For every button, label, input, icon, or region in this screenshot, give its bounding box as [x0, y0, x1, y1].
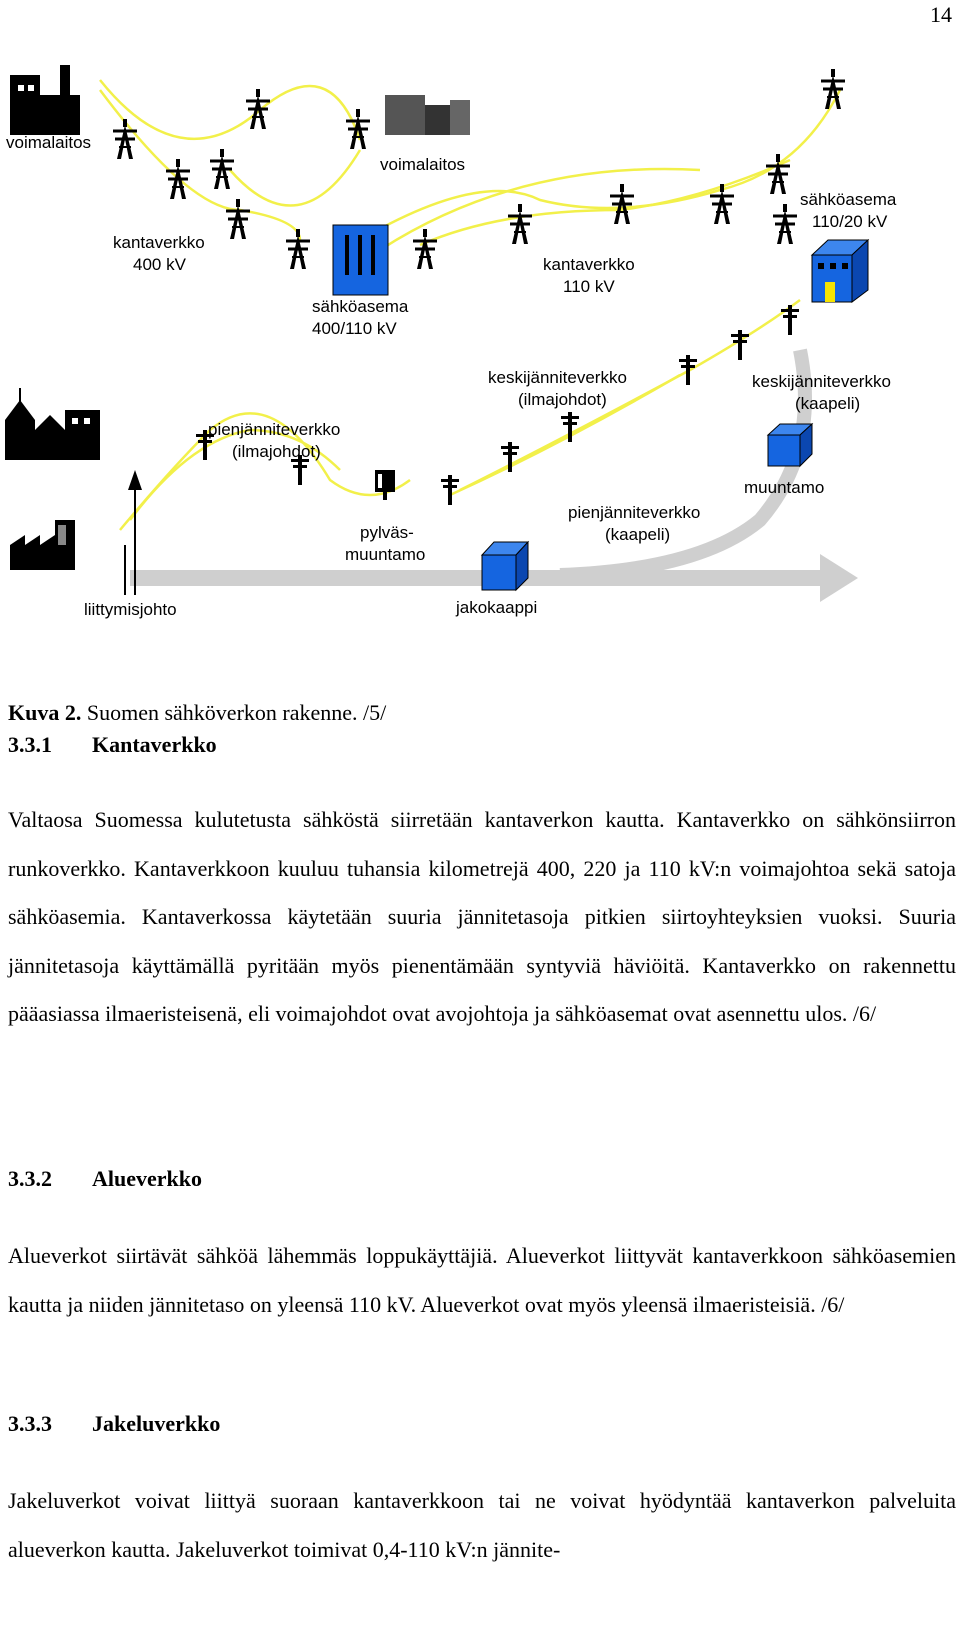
label-muuntamo: muuntamo: [744, 478, 825, 497]
caption-text: Suomen sähköverkon rakenne. /5/: [81, 700, 387, 725]
section-title: Jakeluverkko: [92, 1411, 221, 1436]
caption-label: Kuva 2.: [8, 700, 82, 725]
voimalaitos-left-icon: [10, 65, 80, 135]
section-number: 3.3.2: [8, 1166, 52, 1191]
line-400kv: [100, 80, 360, 140]
label-sahkoasema-400-2: 400/110 kV: [312, 319, 397, 338]
section-heading-jakeluverkko: [8, 1411, 220, 1437]
label-kantaverkko-110-2: 110 kV: [563, 277, 615, 296]
label-pylvas-1: pylväs-: [360, 523, 414, 542]
section-number: 3.3.1: [8, 732, 52, 757]
pylvasmuuntamo-icon: [375, 470, 395, 492]
paragraph-jakeluverkko: Jakeluverkot voivat liittyä suoraan kantaverkkoon tai ne voivat hyödyntää kantaverkon palveluita alueverkon kautta. Jakeluverkot toimivat 0,4-110 kV:n jännite-: [8, 1488, 956, 1562]
factory-icon: [10, 520, 75, 570]
label-sahkoasema-110-1: sähköasema: [800, 190, 897, 209]
label-kantaverkko-110-1: kantaverkko: [543, 255, 635, 274]
power-grid-figure: [0, 50, 960, 650]
paragraph-alueverkko: Alueverkot siirtävät sähköä lähemmäs loppukäyttäjiä. Alueverkot liittyvät kantaverkkoon sähköasemien kautta ja niiden jännitetaso on yleensä 110 kV. Alueverkot ovat myös yleensä ilmaeristeisiä. /6/: [8, 1243, 956, 1317]
label-pien-ilma-2: (ilmajohdot): [232, 442, 321, 461]
section-heading-kantaverkko: [8, 732, 217, 758]
label-keski-kaapeli-1: keskijänniteverkko: [752, 372, 891, 391]
label-kantaverkko-400-1: kantaverkko: [113, 233, 205, 252]
voimalaitos-mid-icon: [385, 95, 470, 135]
label-sahkoasema-400-1: sähköasema: [312, 297, 409, 316]
label-pien-ilma-1: pienjänniteverkko: [208, 420, 341, 439]
label-pien-kaapeli-2: (kaapeli): [605, 525, 671, 544]
section-title: Kantaverkko: [92, 732, 217, 757]
label-pylvas-2: muuntamo: [345, 545, 426, 564]
town-icon: [5, 388, 100, 460]
page-number: 14: [930, 2, 952, 27]
label-keski-ilma-1: keskijänniteverkko: [488, 368, 627, 387]
label-kantaverkko-400-2: 400 kV: [133, 255, 186, 274]
jakokaappi-icon: [482, 542, 528, 590]
label-liittymisjohto: liittymisjohto: [84, 600, 177, 619]
label-keski-kaapeli-2: (kaapeli): [795, 394, 861, 413]
section-title: Alueverkko: [92, 1166, 202, 1191]
section-number: 3.3.3: [8, 1411, 52, 1436]
label-jakokaappi: jakokaappi: [456, 598, 538, 617]
label-keski-ilma-2: (ilmajohdot): [518, 390, 607, 409]
sahkoasema-110-icon: [812, 240, 868, 302]
label-voimalaitos-left: voimalaitos: [6, 133, 92, 152]
section-heading-alueverkko: [8, 1166, 202, 1192]
paragraph-kantaverkko: Valtaosa Suomessa kulutetusta sähköstä siirretään kantaverkon kautta. Kantaverkko on sähkönsiirron runkoverkko. Kantaverkkoon kuuluu tuhansia kilometrejä 400, 220 ja 110 kV:n voimajohtoa sekä satoja sähköasemia. Kantaverkossa käytetään suuria jännitetasoja pitkien siirtoyhteyksien vuoksi. Suuria jännitetasoja käyttämällä pyritään myös pienentämään syntyviä häviöitä. Kantaverkko on rakennettu pääasiassa ilmaeristeisenä, eli voimajohdot ovat avojohtoja ja sähköasemat ovat asennettu ulos. /6/: [8, 807, 956, 1026]
muuntamo-icon: [768, 424, 812, 466]
sahkoasema-400-icon: [333, 225, 388, 295]
label-sahkoasema-110-2: 110/20 kV: [812, 212, 888, 231]
figure-caption: [8, 700, 386, 726]
label-pien-kaapeli-1: pienjänniteverkko: [568, 503, 701, 522]
label-voimalaitos-mid: voimalaitos: [380, 155, 466, 174]
